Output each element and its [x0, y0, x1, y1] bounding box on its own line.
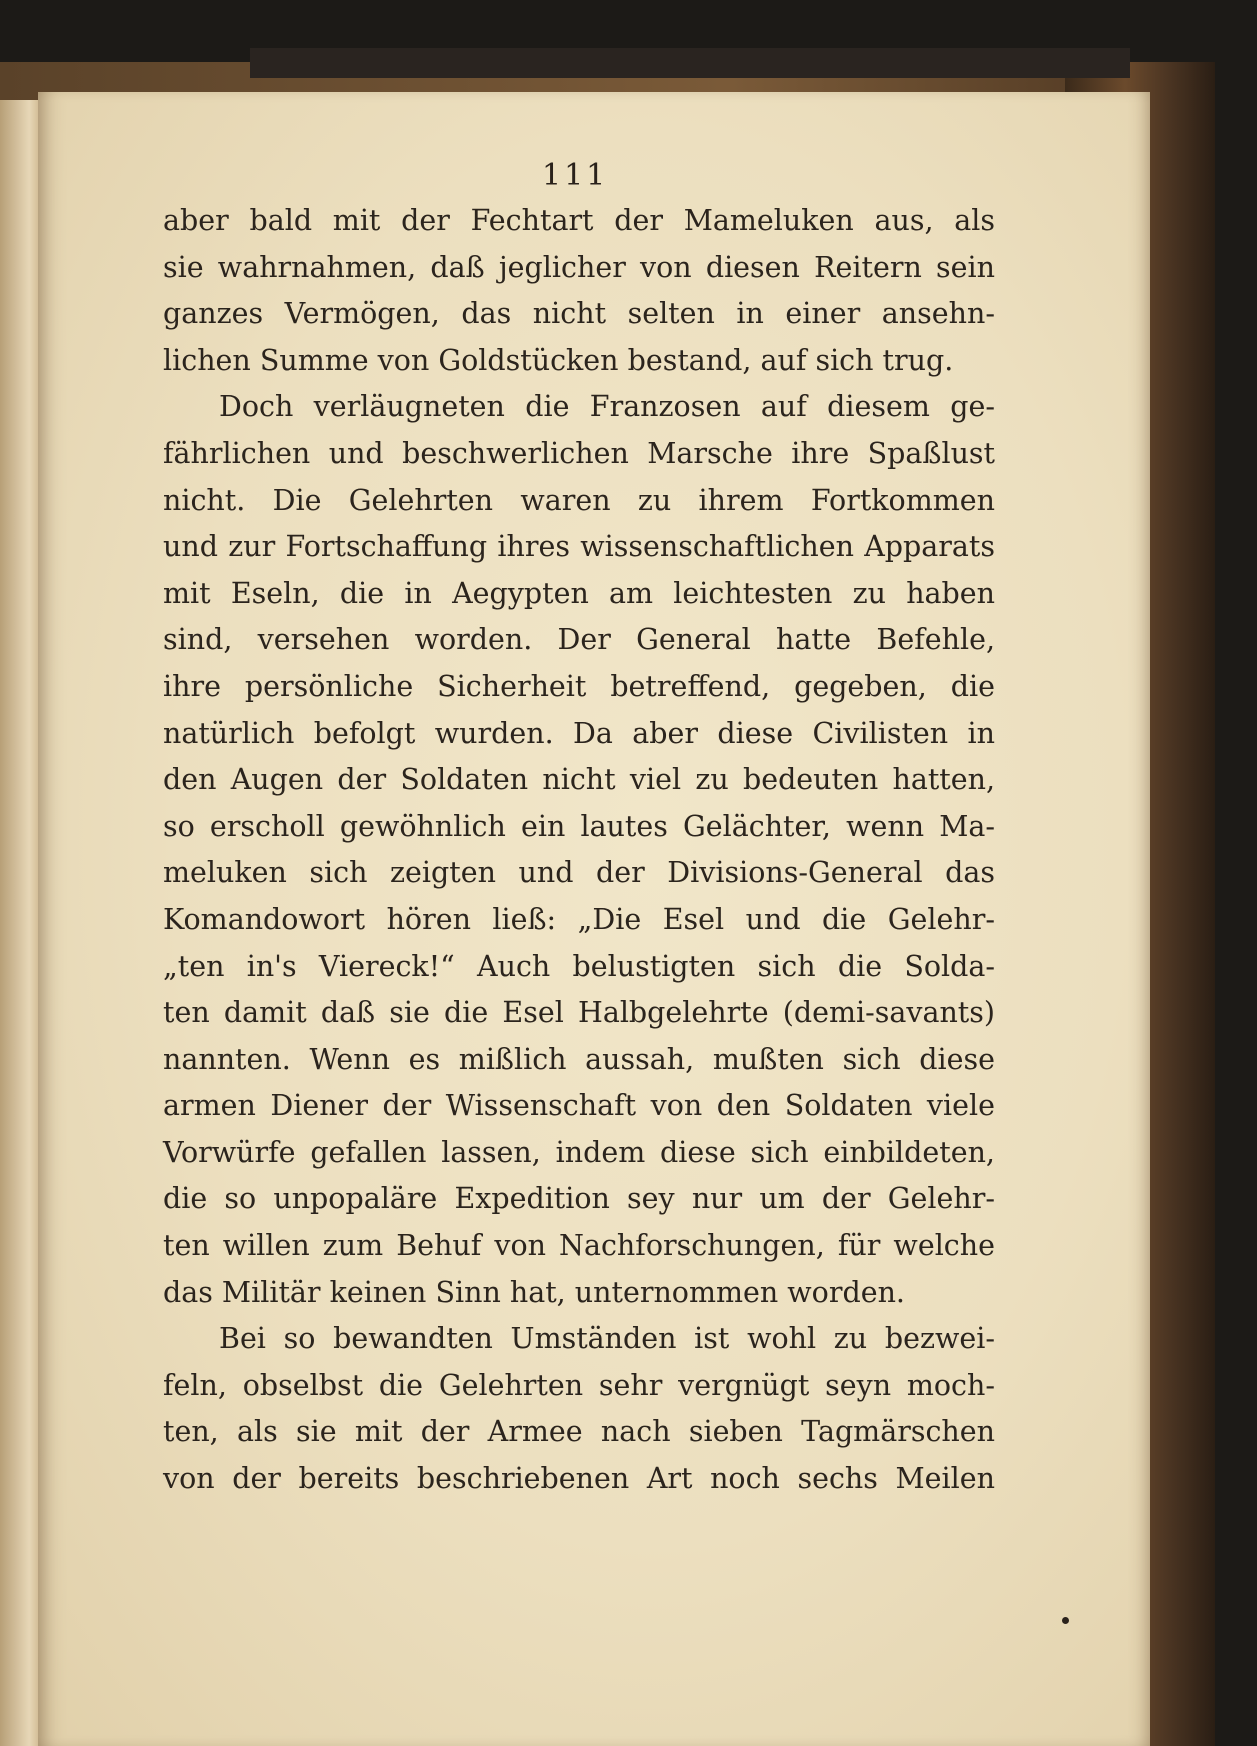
text-line: natürlich befolgt wurden. Da aber diese Civilisten in	[163, 716, 995, 750]
text-line: ten willen zum Behuf von Nachforschungen, für welche	[163, 1229, 995, 1263]
text-line: ihre persönliche Sicherheit betreffend, gegeben, die	[163, 669, 995, 703]
text-line: den Augen der Soldaten nicht viel zu bedeuten hatten,	[163, 763, 995, 797]
text-line: armen Diener der Wissenschaft von den Soldaten viele	[163, 1089, 995, 1123]
text-line: mit Eseln, die in Aegypten am leichtesten zu haben	[163, 576, 995, 610]
text-line: von der bereits beschriebenen Art noch sechs Meilen	[163, 1462, 995, 1496]
text-line: „ten in's Viereck!“ Auch belustigten sich die Solda-	[163, 949, 995, 983]
text-line: nicht. Die Gelehrten waren zu ihrem Fortkommen	[163, 483, 995, 517]
text-line: sind, versehen worden. Der General hatte Befehle,	[163, 623, 995, 657]
page-number: 111	[542, 158, 609, 193]
text-line: Vorwürfe gefallen lassen, indem diese sich einbildeten,	[163, 1135, 995, 1169]
text-line: und zur Fortschaffung ihres wissenschaftlichen Apparats	[163, 530, 995, 564]
text-line: Komandowort hören ließ: „Die Esel und die Gelehr-	[163, 902, 995, 936]
text-line: meluken sich zeigten und der Divisions-General das	[163, 856, 995, 890]
text-line: die so unpopaläre Expedition sey nur um der Gelehr-	[163, 1182, 995, 1216]
text-line: ganzes Vermögen, das nicht selten in einer ansehn-	[163, 297, 995, 331]
text-line: ten, als sie mit der Armee nach sieben Tagmärschen	[163, 1415, 995, 1449]
text-line: feln, obselbst die Gelehrten sehr vergnügt seyn moch-	[163, 1368, 995, 1402]
book-board-top	[250, 48, 1130, 78]
text-line: aber bald mit der Fechtart der Mameluken aus, als	[163, 204, 995, 237]
text-line: nannten. Wenn es mißlich aussah, mußten sich diese	[163, 1042, 995, 1076]
text-line: das Militär keinen Sinn hat, unternommen worden.	[163, 1275, 905, 1309]
text-line: lichen Summe von Goldstücken bestand, auf sich trug.	[163, 343, 954, 377]
text-line: fährlichen und beschwerlichen Marsche ihre Spaßlust	[163, 436, 995, 470]
text-line: Bei so bewandten Umständen ist wohl zu bezwei-	[219, 1322, 995, 1356]
page-text	[163, 198, 995, 1503]
text-line: sie wahrnahmen, daß jeglicher von diesen Reitern sein	[163, 250, 995, 284]
ink-dot	[1062, 1617, 1069, 1624]
text-line: ten damit daß sie die Esel Halbgelehrte (demi-savants)	[163, 996, 995, 1030]
text-line: Doch verläugneten die Franzosen auf diesem ge-	[219, 390, 995, 424]
text-line: so erscholl gewöhnlich ein lautes Gelächter, wenn Ma-	[163, 809, 995, 843]
